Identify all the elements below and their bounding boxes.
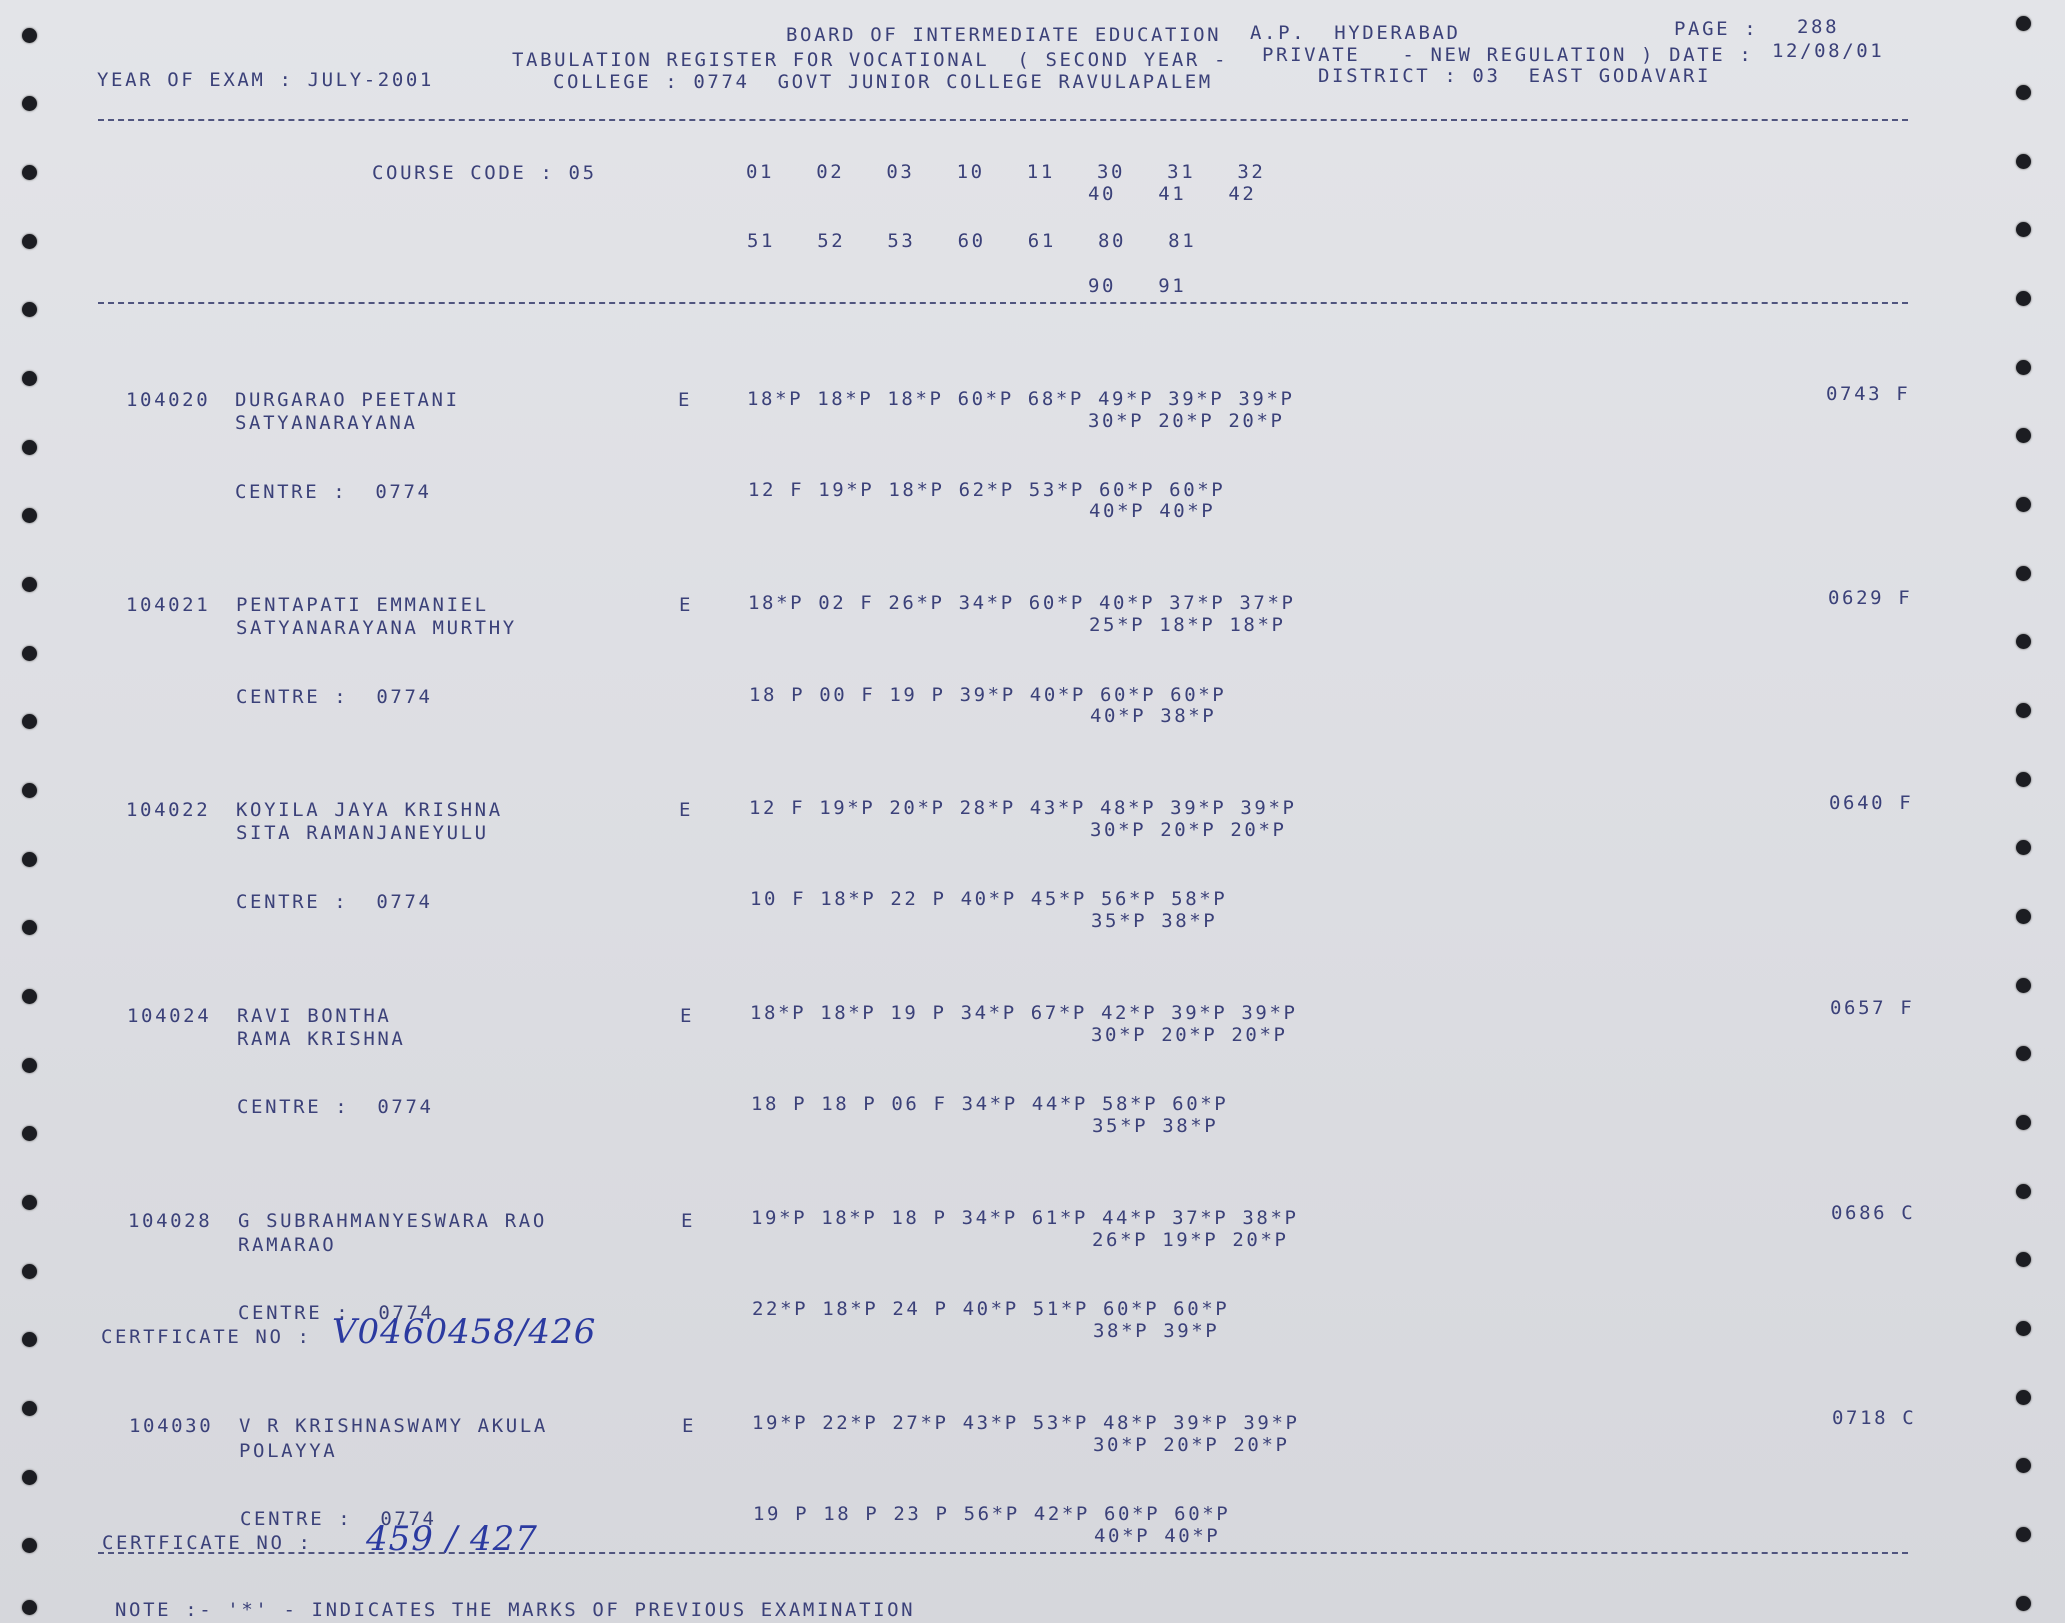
feed-hole bbox=[22, 508, 37, 523]
marks-row: 18 P 18 P 06 F 34*P 44*P 58*P 60*P bbox=[751, 1093, 1229, 1115]
feed-hole bbox=[2016, 1321, 2031, 1336]
student-name: DURGARAO PEETANI bbox=[235, 389, 460, 411]
feed-hole bbox=[2016, 703, 2031, 718]
certificate-label: CERTFICATE NO : bbox=[101, 1326, 312, 1348]
total-result: 0743 F bbox=[1826, 383, 1911, 405]
feed-hole bbox=[2016, 16, 2031, 31]
total-result: 0657 F bbox=[1830, 997, 1915, 1019]
medium-code: E bbox=[682, 1415, 697, 1437]
page-number: 288 bbox=[1797, 16, 1840, 38]
total-result: 0718 C bbox=[1832, 1407, 1917, 1429]
medium-code: E bbox=[678, 389, 693, 411]
marks-row: 35*P 38*P bbox=[1092, 1115, 1219, 1137]
print-date: 12/08/01 bbox=[1772, 40, 1885, 62]
feed-hole bbox=[2016, 291, 2031, 306]
divider-line bbox=[98, 1552, 1908, 1554]
feed-hole bbox=[22, 1470, 37, 1485]
medium-code: E bbox=[680, 1005, 695, 1027]
feed-hole bbox=[22, 1332, 37, 1347]
centre-code: CENTRE : 0774 bbox=[240, 1508, 437, 1530]
father-name: SITA RAMANJANEYULU bbox=[236, 822, 489, 844]
feed-hole bbox=[22, 1600, 37, 1615]
centre-code: CENTRE : 0774 bbox=[235, 481, 432, 503]
footnote: NOTE :- '*' - INDICATES THE MARKS OF PREVIOUS EXAMINATION bbox=[115, 1599, 916, 1621]
feed-hole bbox=[2016, 85, 2031, 100]
roll-number: 104022 bbox=[126, 799, 211, 821]
student-name: KOYILA JAYA KRISHNA bbox=[236, 799, 503, 821]
roll-number: 104028 bbox=[128, 1210, 213, 1232]
board-place: A.P. HYDERABAD bbox=[1250, 22, 1461, 44]
feed-hole bbox=[22, 1126, 37, 1141]
centre-code: CENTRE : 0774 bbox=[237, 1096, 434, 1118]
feed-hole bbox=[22, 1538, 37, 1553]
district-info: DISTRICT : 03 EAST GODAVARI bbox=[1318, 65, 1712, 87]
feed-hole bbox=[22, 783, 37, 798]
marks-row: 18*P 02 F 26*P 34*P 60*P 40*P 37*P 37*P bbox=[748, 592, 1296, 614]
feed-hole bbox=[2016, 772, 2031, 787]
handwritten-certificate-number: V0460458/426 bbox=[332, 1312, 597, 1352]
marks-row: 35*P 38*P bbox=[1091, 910, 1218, 932]
subject-codes-row: 90 91 bbox=[1088, 275, 1187, 297]
feed-hole bbox=[22, 302, 37, 317]
marks-row: 12 F 19*P 18*P 62*P 53*P 60*P 60*P bbox=[748, 479, 1226, 501]
marks-row: 19*P 22*P 27*P 43*P 53*P 48*P 39*P 39*P bbox=[752, 1412, 1300, 1434]
subject-codes-row: 01 02 03 10 11 30 31 32 bbox=[746, 161, 1266, 183]
feed-hole bbox=[22, 234, 37, 249]
feed-hole bbox=[22, 440, 37, 455]
marks-row: 18 P 00 F 19 P 39*P 40*P 60*P 60*P bbox=[749, 684, 1227, 706]
page-label: PAGE : bbox=[1674, 18, 1759, 40]
feed-hole bbox=[22, 96, 37, 111]
marks-row: 26*P 19*P 20*P bbox=[1092, 1229, 1289, 1251]
father-name: RAMA KRISHNA bbox=[237, 1028, 406, 1050]
divider-line bbox=[98, 302, 1908, 304]
roll-number: 104030 bbox=[129, 1415, 214, 1437]
certificate-label: CERTFICATE NO : bbox=[102, 1532, 313, 1554]
marks-row: 19 P 18 P 23 P 56*P 42*P 60*P 60*P bbox=[753, 1503, 1231, 1525]
marks-row: 19*P 18*P 18 P 34*P 61*P 44*P 37*P 38*P bbox=[751, 1207, 1299, 1229]
feed-hole bbox=[2016, 634, 2031, 649]
feed-hole bbox=[2016, 497, 2031, 512]
marks-row: 38*P 39*P bbox=[1093, 1320, 1220, 1342]
feed-hole bbox=[2016, 909, 2031, 924]
marks-row: 18*P 18*P 19 P 34*P 67*P 42*P 39*P 39*P bbox=[750, 1002, 1298, 1024]
board-name: BOARD OF INTERMEDIATE EDUCATION bbox=[786, 24, 1222, 46]
feed-hole bbox=[22, 714, 37, 729]
roll-number: 104024 bbox=[127, 1005, 212, 1027]
feed-hole bbox=[2016, 1184, 2031, 1199]
feed-hole bbox=[2016, 222, 2031, 237]
marks-row: 22*P 18*P 24 P 40*P 51*P 60*P 60*P bbox=[752, 1298, 1230, 1320]
feed-hole bbox=[22, 852, 37, 867]
subject-codes-row: 40 41 42 bbox=[1088, 183, 1257, 205]
total-result: 0629 F bbox=[1828, 587, 1913, 609]
marks-row: 30*P 20*P 20*P bbox=[1088, 410, 1285, 432]
total-result: 0640 F bbox=[1829, 792, 1914, 814]
feed-hole bbox=[22, 28, 37, 43]
marks-row: 12 F 19*P 20*P 28*P 43*P 48*P 39*P 39*P bbox=[749, 797, 1297, 819]
student-name: G SUBRAHMANYESWARA RAO bbox=[238, 1210, 547, 1232]
marks-row: 40*P 40*P bbox=[1089, 500, 1216, 522]
feed-hole bbox=[2016, 360, 2031, 375]
marks-row: 18*P 18*P 18*P 60*P 68*P 49*P 39*P 39*P bbox=[747, 388, 1295, 410]
student-name: V R KRISHNASWAMY AKULA bbox=[239, 1415, 548, 1437]
feed-hole bbox=[22, 920, 37, 935]
roll-number: 104020 bbox=[126, 389, 211, 411]
marks-row: 40*P 38*P bbox=[1090, 705, 1217, 727]
father-name: SATYANARAYANA bbox=[235, 412, 418, 434]
private-regulation: PRIVATE - NEW REGULATION ) DATE : bbox=[1262, 44, 1754, 66]
feed-hole bbox=[2016, 154, 2031, 169]
feed-hole bbox=[2016, 566, 2031, 581]
marks-row: 30*P 20*P 20*P bbox=[1093, 1434, 1290, 1456]
feed-hole bbox=[22, 1264, 37, 1279]
college-info: COLLEGE : 0774 GOVT JUNIOR COLLEGE RAVULAPALEM bbox=[553, 71, 1213, 93]
father-name: POLAYYA bbox=[239, 1440, 338, 1462]
centre-code: CENTRE : 0774 bbox=[236, 686, 433, 708]
father-name: RAMARAO bbox=[238, 1234, 337, 1256]
marks-row: 30*P 20*P 20*P bbox=[1091, 1024, 1288, 1046]
feed-hole bbox=[2016, 1252, 2031, 1267]
feed-hole bbox=[2016, 1390, 2031, 1405]
register-title: TABULATION REGISTER FOR VOCATIONAL ( SECOND YEAR - bbox=[512, 49, 1228, 71]
father-name: SATYANARAYANA MURTHY bbox=[236, 617, 517, 639]
feed-hole bbox=[2016, 978, 2031, 993]
feed-hole bbox=[22, 646, 37, 661]
feed-hole bbox=[22, 1058, 37, 1073]
total-result: 0686 C bbox=[1831, 1202, 1916, 1224]
feed-hole bbox=[2016, 1115, 2031, 1130]
feed-hole bbox=[2016, 1458, 2031, 1473]
feed-hole bbox=[2016, 1596, 2031, 1611]
feed-hole bbox=[2016, 840, 2031, 855]
student-name: RAVI BONTHA bbox=[237, 1005, 392, 1027]
student-name: PENTAPATI EMMANIEL bbox=[236, 594, 489, 616]
feed-hole bbox=[22, 1401, 37, 1416]
roll-number: 104021 bbox=[126, 594, 211, 616]
medium-code: E bbox=[679, 594, 694, 616]
feed-hole bbox=[2016, 428, 2031, 443]
feed-hole bbox=[2016, 1046, 2031, 1061]
marks-row: 10 F 18*P 22 P 40*P 45*P 56*P 58*P bbox=[750, 888, 1228, 910]
handwritten-certificate-number: 459 / 427 bbox=[366, 1519, 538, 1559]
centre-code: CENTRE : 0774 bbox=[238, 1302, 435, 1324]
marks-row: 25*P 18*P 18*P bbox=[1089, 614, 1286, 636]
feed-hole bbox=[22, 1195, 37, 1210]
feed-hole bbox=[22, 165, 37, 180]
marks-row: 30*P 20*P 20*P bbox=[1090, 819, 1287, 841]
marks-row: 40*P 40*P bbox=[1094, 1525, 1221, 1547]
centre-code: CENTRE : 0774 bbox=[236, 891, 433, 913]
feed-hole bbox=[22, 577, 37, 592]
subject-codes-row: 51 52 53 60 61 80 81 bbox=[747, 230, 1197, 252]
medium-code: E bbox=[679, 799, 694, 821]
feed-hole bbox=[22, 989, 37, 1004]
medium-code: E bbox=[681, 1210, 696, 1232]
feed-hole bbox=[22, 371, 37, 386]
year-of-exam: YEAR OF EXAM : JULY-2001 bbox=[97, 69, 434, 91]
course-code-label: COURSE CODE : 05 bbox=[372, 162, 597, 184]
divider-line bbox=[98, 119, 1908, 121]
feed-hole bbox=[2016, 1527, 2031, 1542]
